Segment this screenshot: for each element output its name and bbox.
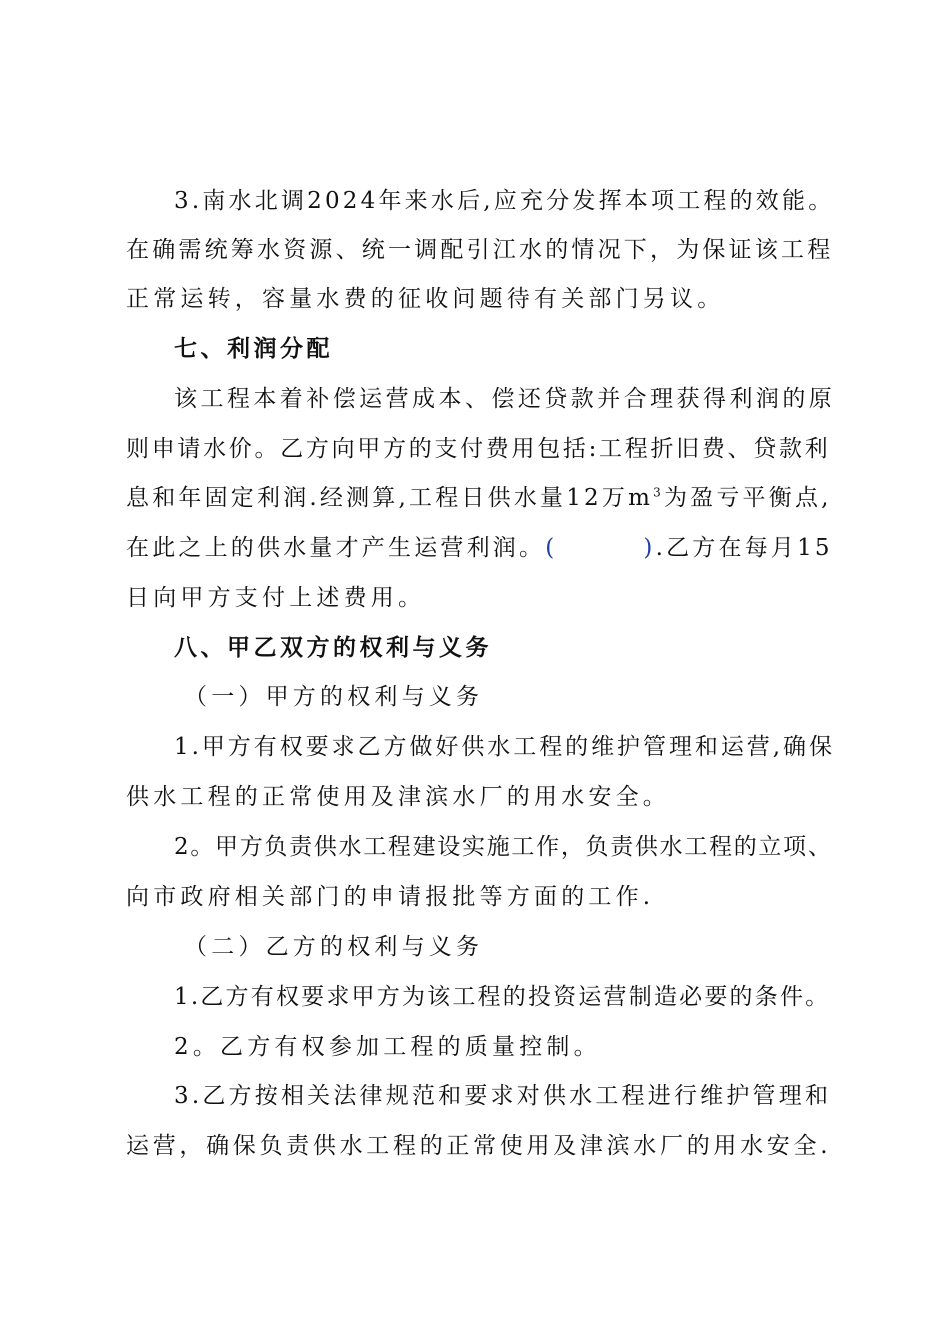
cubic-superscript: 3 (653, 485, 664, 500)
party-a-item-1-line-1: 1.甲方有权要求乙方做好供水工程的维护管理和运营,确保 (174, 734, 835, 760)
party-b-item-3-line-2: 运营，确保负责供水工程的正常使用及津滨水厂的用水安全. (126, 1133, 832, 1159)
party-a-item-1-line-2: 供水工程的正常使用及津滨水厂的用水安全。 (126, 784, 670, 810)
profit-paragraph-line-5: 日向甲方支付上述费用。 (126, 585, 426, 611)
party-b-item-2: 2。乙方有权参加工程的质量控制。 (174, 1034, 601, 1060)
section-heading-profit-distribution: 七、利润分配 (174, 336, 333, 362)
party-b-item-3-line-1: 3.乙方按相关法律规范和要求对供水工程进行维护管理和 (174, 1083, 832, 1109)
paragraph-3-line-2: 在确需统筹水资源、统一调配引江水的情况下，为保证该工程 (126, 237, 834, 263)
profit-line-3-text-a: 息和年固定利润.经测算,工程日供水量12万m (126, 485, 654, 511)
profit-paragraph-line-3 (126, 480, 836, 516)
profit-line-3-text-b: 为盈亏平衡点, (663, 485, 832, 511)
profit-line-4-text-a: 在此之上的供水量才产生运营利润。 (126, 535, 546, 561)
subheading-party-a: （一）甲方的权利与义务 (184, 684, 484, 710)
section-heading-rights-obligations: 八、甲乙双方的权利与义务 (174, 635, 492, 661)
profit-line-4-text-b: .乙方在每月15 (655, 535, 833, 561)
paragraph-3-line-1: 3.南水北调2024年来水后,应充分发挥本项工程的效能。 (174, 188, 835, 214)
blank-paren-close: ) (643, 535, 656, 561)
party-b-item-1: 1.乙方有权要求甲方为该工程的投资运营制造必要的条件。 (174, 984, 831, 1010)
party-a-item-2-line-2: 向市政府相关部门的申请报批等方面的工作. (126, 884, 655, 910)
profit-paragraph-line-2: 则申请水价。乙方向甲方的支付费用包括:工程折旧费、贷款利 (126, 436, 831, 462)
paragraph-3-line-3: 正常运转，容量水费的征收问题待有关部门另议。 (126, 286, 725, 312)
profit-paragraph-line-4 (126, 530, 836, 566)
blank-paren-open: ( (545, 535, 558, 561)
subheading-party-b: （二）乙方的权利与义务 (184, 934, 484, 960)
party-a-item-2-line-1: 2。甲方负责供水工程建设实施工作，负责供水工程的立项、 (174, 834, 833, 860)
profit-paragraph-line-1: 该工程本着补偿运营成本、偿还贷款并合理获得利润的原 (174, 386, 836, 412)
